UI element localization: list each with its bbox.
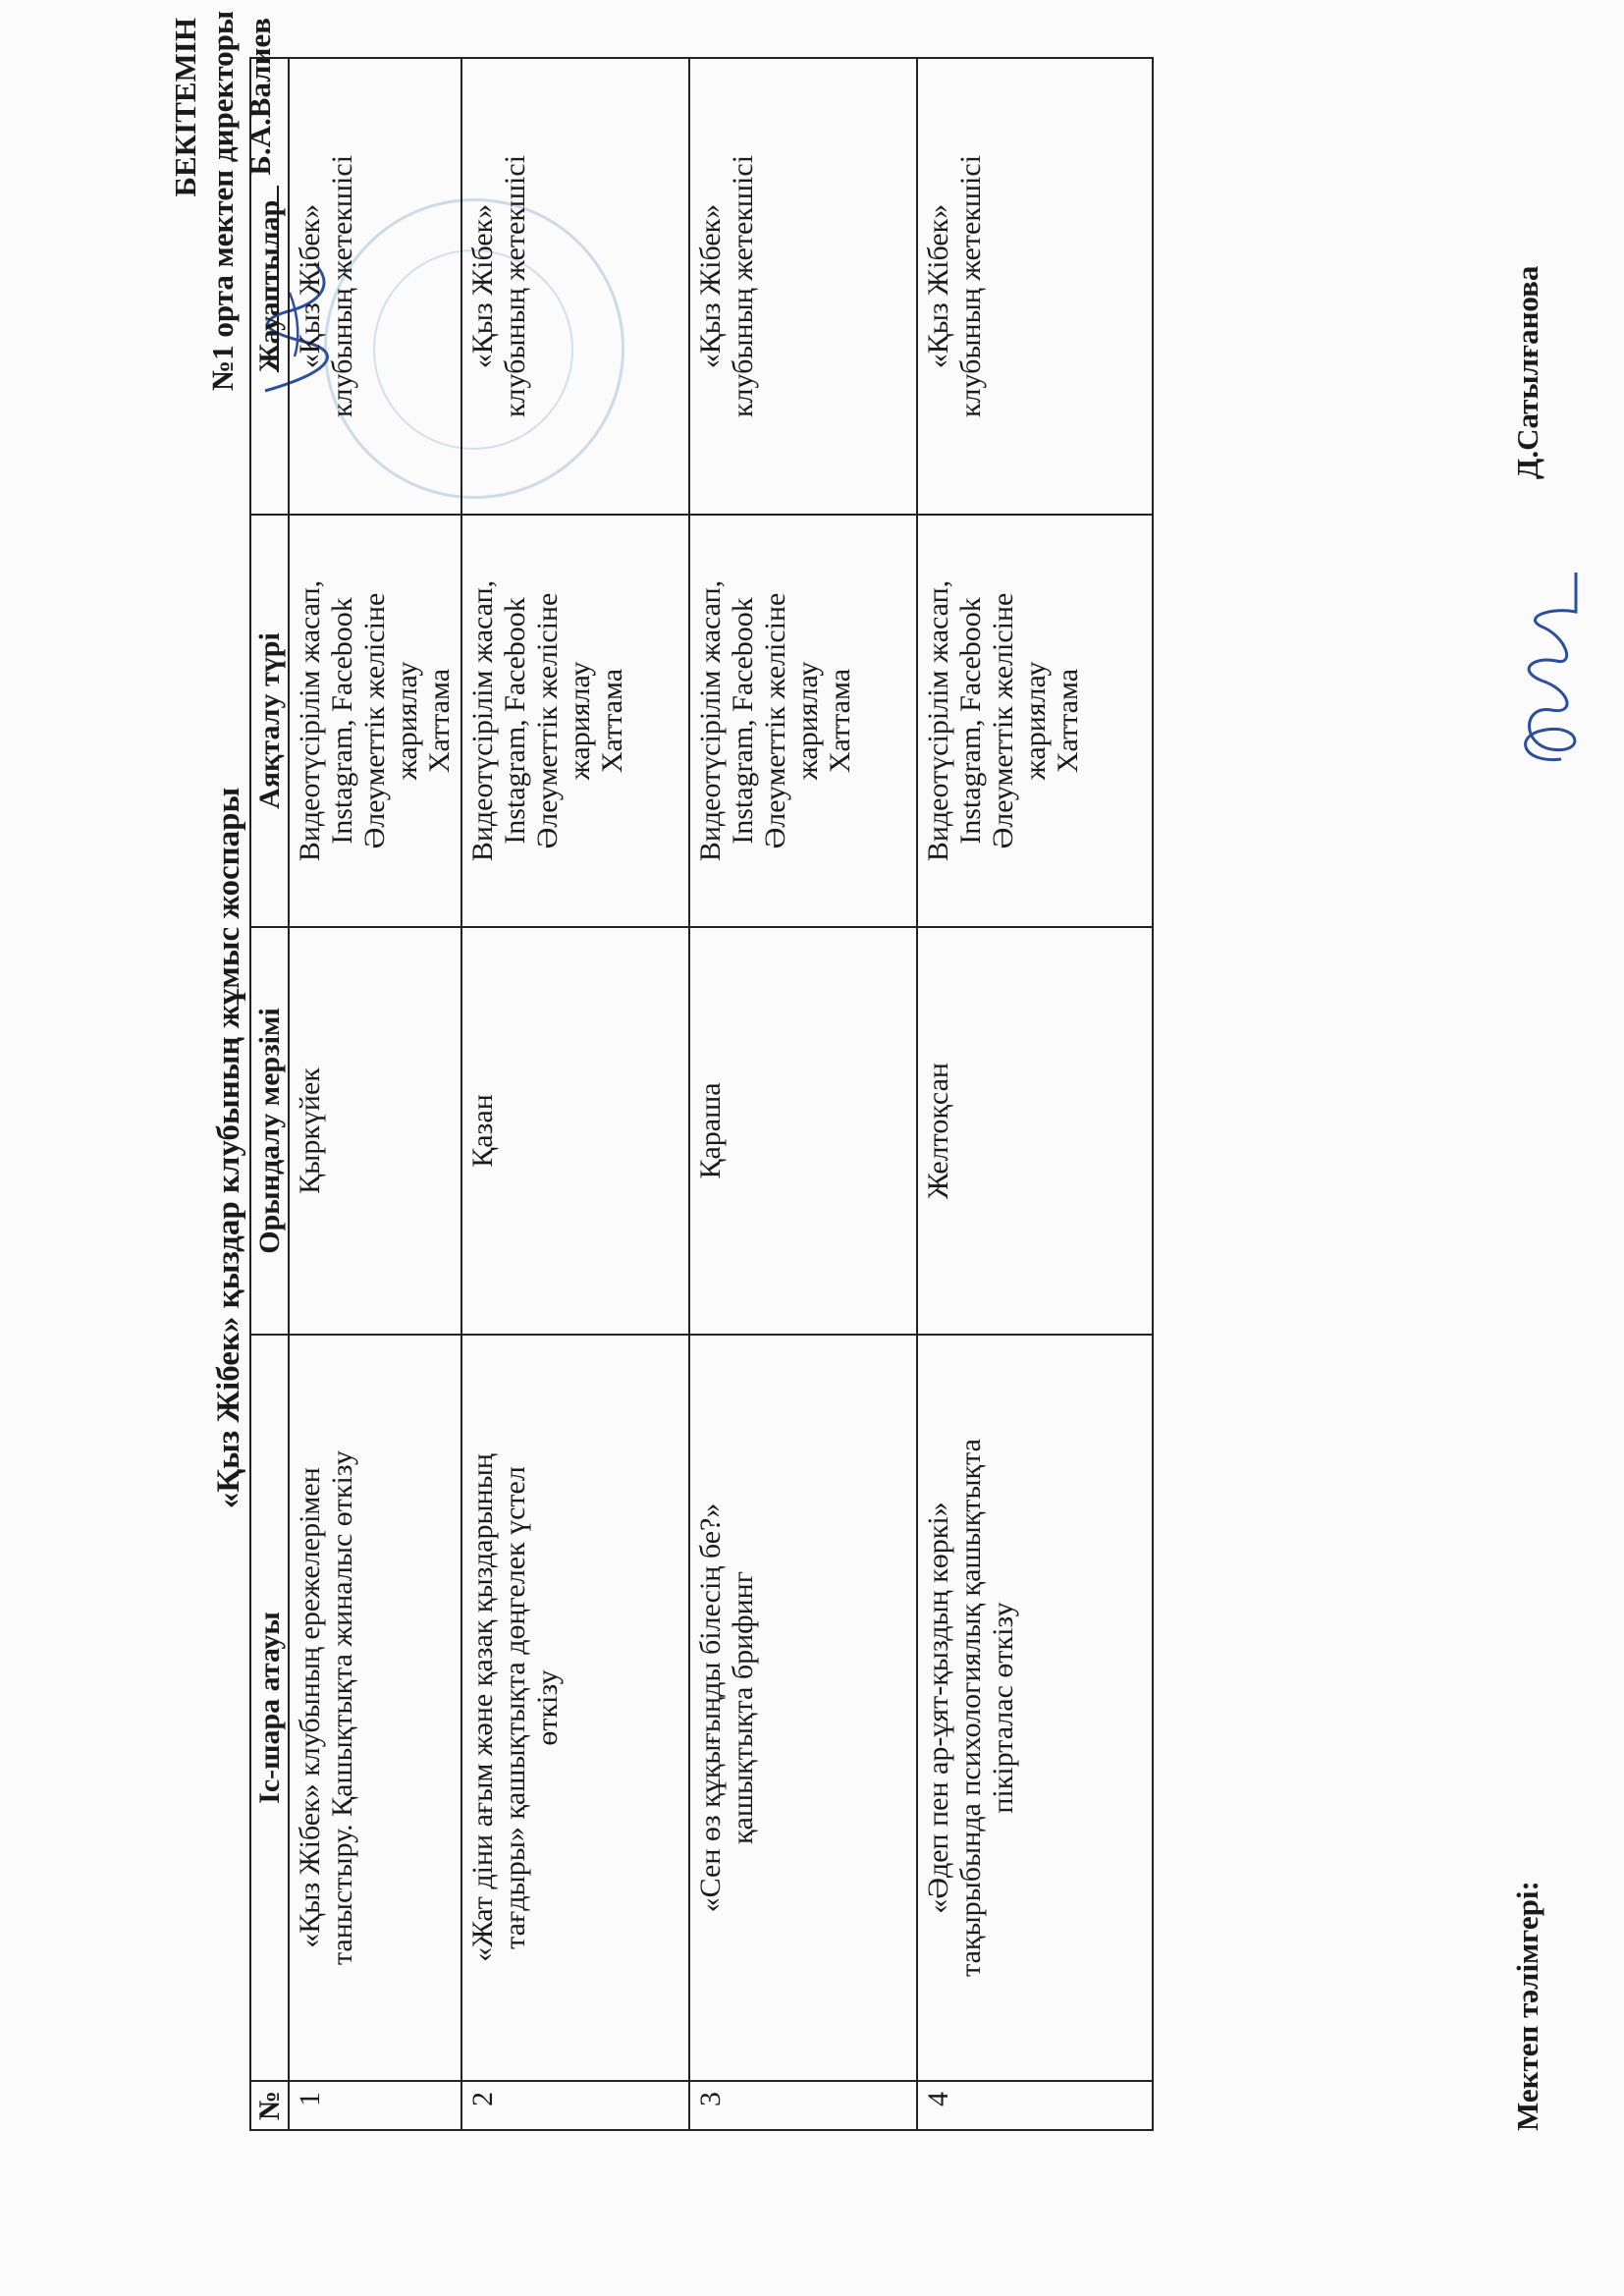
- table-row: [461, 58, 689, 2130]
- event-line: қашықтықта брифинг: [727, 1570, 759, 1845]
- result-line: жариялау: [791, 661, 824, 781]
- event-cell: [461, 1335, 689, 2081]
- event-cell: [917, 1335, 1153, 2081]
- result-line: жариялау: [564, 661, 596, 781]
- teacher-signature: [1492, 568, 1600, 774]
- header-responsible: Жауаптылар: [250, 58, 289, 515]
- row-number: 3: [694, 2092, 727, 2106]
- result-line: Видеотүсірілім жасап,: [922, 579, 954, 862]
- event-cell: [289, 1335, 461, 2081]
- responsible-line: «Қыз Жібек»: [922, 203, 954, 369]
- table-row: [289, 58, 461, 2130]
- responsible-line: клубының жетекшісі: [727, 154, 759, 418]
- responsible-cell: [917, 58, 1153, 515]
- period-text: Қараша: [694, 1082, 727, 1179]
- responsible-line: «Қыз Жібек»: [694, 203, 727, 369]
- row-number-cell: [689, 2081, 917, 2130]
- result-line: Видеотүсірілім жасап,: [694, 579, 727, 862]
- responsible-cell: [289, 58, 461, 515]
- responsible-cell: [461, 58, 689, 515]
- table-row: [689, 58, 917, 2130]
- result-line: Әлеуметтік желісіне: [531, 592, 564, 849]
- result-line: Хаттама: [423, 668, 456, 774]
- header-result: Аяқталу түрі: [250, 515, 289, 927]
- result-line: Instagram, Facebook: [326, 597, 358, 845]
- result-line: жариялау: [1019, 661, 1052, 781]
- row-number-cell: [461, 2081, 689, 2130]
- result-line: Хаттама: [1052, 668, 1084, 774]
- responsible-line: клубының жетекшісі: [326, 154, 358, 418]
- result-line: Әлеуметтік желісіне: [987, 592, 1019, 849]
- period-cell: [917, 927, 1153, 1335]
- result-line: жариялау: [391, 661, 423, 781]
- responsible-line: «Қыз Жібек»: [294, 203, 326, 369]
- result-cell: [917, 515, 1153, 927]
- result-line: Видеотүсірілім жасап,: [294, 579, 326, 862]
- header-event: Іс-шара атауы: [250, 1335, 289, 2081]
- period-cell: [689, 927, 917, 1335]
- period-cell: [461, 927, 689, 1335]
- result-line: Instagram, Facebook: [954, 597, 987, 845]
- result-line: Әлеуметтік желісіне: [358, 592, 391, 849]
- result-line: Видеотүсірілім жасап,: [466, 579, 499, 862]
- event-line: тағдыры» қашықтықта дөңгелек үстел: [499, 1466, 531, 1949]
- row-number: 1: [294, 2092, 326, 2106]
- director-name: Б.А.Валиев: [243, 18, 277, 176]
- responsible-line: клубының жетекшісі: [499, 154, 531, 418]
- teacher-name: Д.Сатылғанова: [1510, 265, 1544, 479]
- period-text: Желтоқсан: [922, 1063, 954, 1199]
- header-period: Орындалу мерзімі: [250, 927, 289, 1335]
- table-header-row: [250, 58, 289, 2130]
- result-cell: [461, 515, 689, 927]
- header-number: №: [250, 2081, 289, 2130]
- plan-table: [249, 57, 1154, 2131]
- event-cell: [689, 1335, 917, 2081]
- result-line: Хаттама: [596, 668, 628, 774]
- result-cell: [289, 515, 461, 927]
- event-line: «Сен өз құқығыңды білесің бе?»: [694, 1503, 727, 1913]
- event-line: өткізу: [531, 1669, 564, 1746]
- row-number-cell: [289, 2081, 461, 2130]
- result-cell: [689, 515, 917, 927]
- result-line: Instagram, Facebook: [727, 597, 759, 845]
- approval-heading: БЕКІТЕМІН: [168, 18, 202, 197]
- approval-position: №1 орта мектеп директоры: [205, 10, 240, 391]
- event-line: «Жат діни ағым және қазақ қыздарының: [466, 1453, 499, 1962]
- table-row: [917, 58, 1153, 2130]
- event-line: пікірталас өткізу: [987, 1602, 1019, 1814]
- row-number: 2: [466, 2092, 499, 2106]
- teacher-role: Мектеп тәлімгері:: [1510, 1881, 1544, 2131]
- result-line: Хаттама: [824, 668, 856, 774]
- result-line: Әлеуметтік желісіне: [759, 592, 791, 849]
- document-title: «Қыз Жібек» қыздар клубының жұмыс жоспары: [211, 787, 246, 1509]
- responsible-line: клубының жетекшісі: [954, 154, 987, 418]
- event-line: «Қыз Жібек» клубының ережелерімен: [294, 1467, 326, 1948]
- period-text: Қазан: [466, 1094, 499, 1168]
- period-cell: [289, 927, 461, 1335]
- responsible-cell: [689, 58, 917, 515]
- responsible-line: «Қыз Жібек»: [466, 203, 499, 369]
- row-number-cell: [917, 2081, 1153, 2130]
- row-number: 4: [922, 2092, 954, 2106]
- event-line: «Әдеп пен ар-ұят-қыздың көркі»: [922, 1502, 954, 1914]
- event-line: тақырыбында психологиялық қашықтықта: [954, 1439, 987, 1977]
- event-line: таныстыру. Қашықтықта жиналыс өткізу: [326, 1449, 358, 1966]
- result-line: Instagram, Facebook: [499, 597, 531, 845]
- period-text: Қыркүйек: [294, 1067, 326, 1194]
